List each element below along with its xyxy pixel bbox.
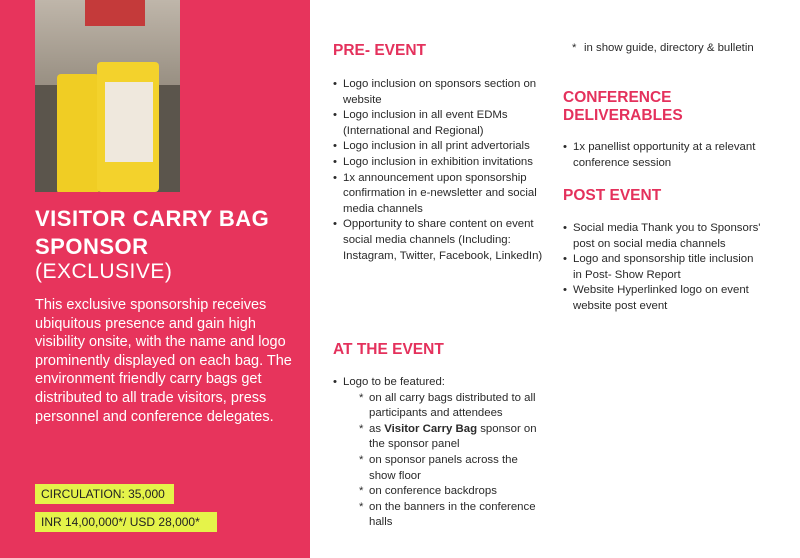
sub-item: * as Visitor Carry Bag sponsor on the sponsor panel <box>343 422 543 453</box>
pre-event-list <box>333 77 543 264</box>
list-item: • Logo inclusion in exhibition invitations <box>333 155 543 171</box>
price-badge: INR 14,00,000*/ USD 28,000* <box>35 512 217 532</box>
pre-event-heading: PRE- EVENT <box>333 42 427 59</box>
sponsor-description: This exclusive sponsorship receives ubiquitous presence and gain high visibility onsite, with the name and logo prominently displayed on each bag. The environment friendly carry bags get distributed to all trade visitors, press personnel and conference delegates. <box>35 297 292 425</box>
post-event-list <box>563 221 763 315</box>
sponsor-subtitle: (EXCLUSIVE) <box>35 260 173 283</box>
list-item: • Logo inclusion in all event EDMs (International and Regional) <box>333 108 543 139</box>
sub-item: * on all carry bags distributed to all participants and attendees <box>343 391 543 422</box>
highlight-text: Visitor Carry Bag <box>384 422 478 435</box>
list-item <box>333 375 543 531</box>
list-item: • 1x panellist opportunity at a relevant conference session <box>563 140 763 171</box>
sub-item: * on the banners in the conference halls <box>343 500 543 531</box>
list-item: • Logo inclusion on sponsors section on website <box>333 77 543 108</box>
left-panel <box>0 0 310 558</box>
sub-item: * in show guide, directory & bulletin <box>558 41 774 57</box>
carry-bag-photo <box>35 0 180 192</box>
list-item: • Logo and sponsorship title inclusion in Post- Show Report <box>563 252 763 283</box>
conference-heading: CONFERENCE DELIVERABLES <box>563 89 683 124</box>
list-item: • Social media Thank you to Sponsors' post on social media channels <box>563 221 763 252</box>
sub-item: * on conference backdrops <box>343 484 543 500</box>
circulation-badge: CIRCULATION: 35,000 <box>35 484 174 504</box>
conference-list <box>563 140 763 171</box>
at-event-heading: AT THE EVENT <box>333 341 444 358</box>
list-item: • Website Hyperlinked logo on event website post event <box>563 283 763 314</box>
list-item: • Opportunity to share content on event social media channels (Including: Instagram, Twitter, Facebook, LinkedIn) <box>333 217 543 264</box>
at-event-list <box>333 375 543 531</box>
sub-item: * on sponsor panels across the show floor <box>343 453 543 484</box>
at-event-intro: Logo to be featured: <box>343 376 445 388</box>
list-item: • 1x announcement upon sponsorship confirmation in e-newsletter and social media channels <box>333 171 543 218</box>
sponsor-title: VISITOR CARRY BAG SPONSOR <box>35 206 270 259</box>
post-event-heading: POST EVENT <box>563 187 662 204</box>
list-item: • Logo inclusion in all print advertorials <box>333 139 543 155</box>
